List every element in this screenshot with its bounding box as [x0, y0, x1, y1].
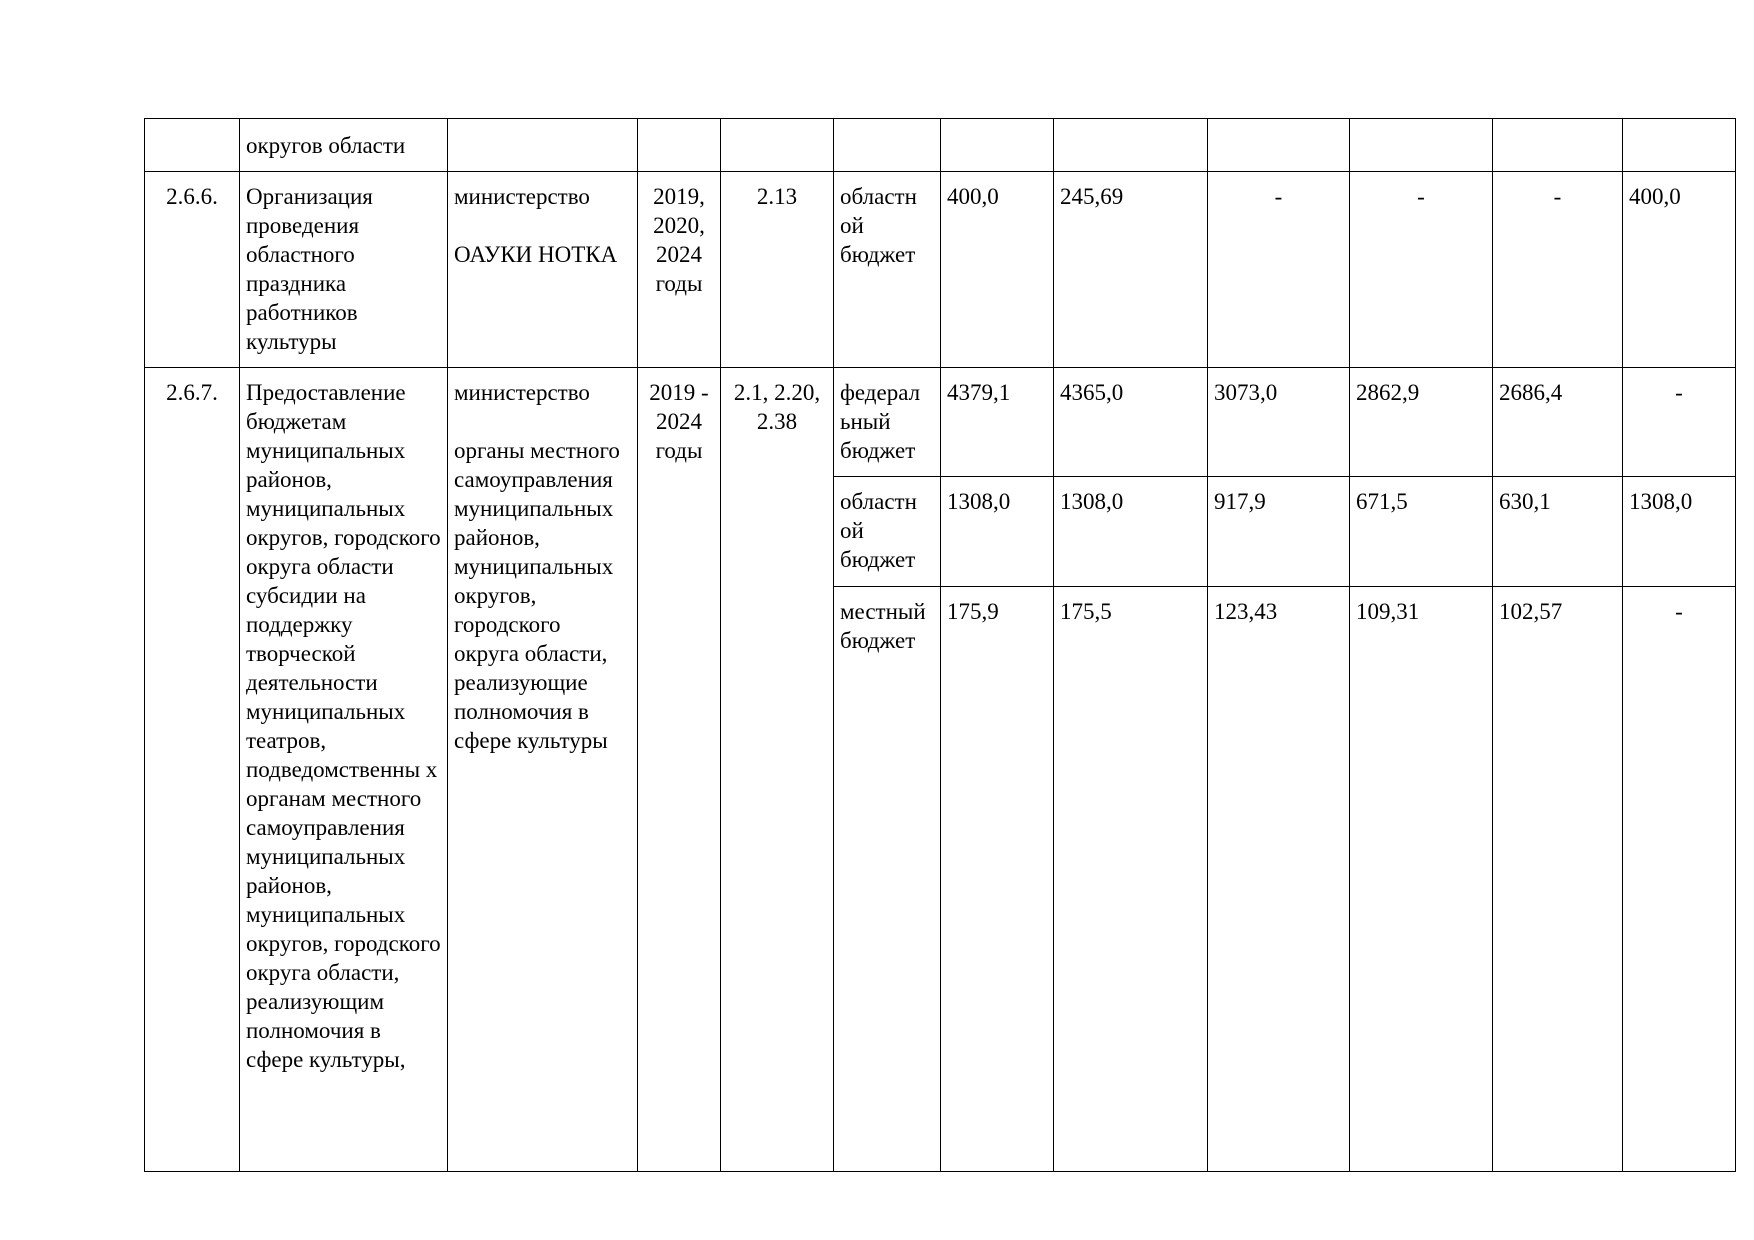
cell-value: 2686,4: [1493, 368, 1623, 477]
cell-value: 1308,0: [941, 477, 1054, 587]
cell-value: [1623, 119, 1736, 172]
cell-num: 2.6.7.: [145, 368, 240, 1172]
cell-value: [1350, 119, 1493, 172]
cell-value: 245,69: [1054, 172, 1208, 368]
cell-source: местный бюджет: [834, 587, 941, 1172]
cell-value: 630,1: [1493, 477, 1623, 587]
cell-name: округов области: [240, 119, 448, 172]
cell-value: 917,9: [1208, 477, 1350, 587]
cell-value: 175,9: [941, 587, 1054, 1172]
cell-value: 109,31: [1350, 587, 1493, 1172]
cell-source: [834, 119, 941, 172]
cell-name: Предоставление бюджетам муниципальных районов, муниципальных округов, городского округа области субсидии на поддержку творческой деятельности муниципальных театров, подведомственны х органам местного самоуправления муниципальных районов, муниципальных округов, городского округа области, реализующим полномочия в сфере культуры,: [240, 368, 448, 1172]
table-row-continuation: [145, 119, 1736, 172]
cell-value: 1308,0: [1054, 477, 1208, 587]
cell-name: Организация проведения областного праздника работников культуры: [240, 172, 448, 368]
cell-value: 175,5: [1054, 587, 1208, 1172]
cell-value: -: [1623, 587, 1736, 1172]
table-row-2-6-6: [145, 172, 1736, 368]
cell-value: [941, 119, 1054, 172]
cell-value: 3073,0: [1208, 368, 1350, 477]
table-row-2-6-7: [145, 368, 1736, 477]
cell-indicators: 2.1, 2.20, 2.38: [721, 368, 834, 1172]
cell-executors: министерство органы местного самоуправления муниципальных районов, муниципальных округов, городского округа области, реализующие полномочия в сфере культуры: [448, 368, 638, 1172]
cell-value: -: [1493, 172, 1623, 368]
cell-value: -: [1208, 172, 1350, 368]
cell-num: [145, 119, 240, 172]
cell-value: 123,43: [1208, 587, 1350, 1172]
cell-value: 2862,9: [1350, 368, 1493, 477]
cell-period: [638, 119, 721, 172]
cell-source: федерал ьный бюджет: [834, 368, 941, 477]
cell-period: 2019 - 2024 годы: [638, 368, 721, 1172]
cell-value: [1493, 119, 1623, 172]
cell-value: 4379,1: [941, 368, 1054, 477]
cell-indicators: [721, 119, 834, 172]
cell-value: 102,57: [1493, 587, 1623, 1172]
cell-value: 400,0: [1623, 172, 1736, 368]
cell-indicators: 2.13: [721, 172, 834, 368]
cell-value: 671,5: [1350, 477, 1493, 587]
cell-period: 2019, 2020, 2024 годы: [638, 172, 721, 368]
cell-executors: министерство ОАУКИ НОТКА: [448, 172, 638, 368]
cell-value: -: [1623, 368, 1736, 477]
cell-executors: [448, 119, 638, 172]
cell-value: [1054, 119, 1208, 172]
cell-value: [1208, 119, 1350, 172]
cell-value: 400,0: [941, 172, 1054, 368]
cell-value: -: [1350, 172, 1493, 368]
cell-value: 1308,0: [1623, 477, 1736, 587]
cell-source: областн ой бюджет: [834, 172, 941, 368]
program-table: [144, 118, 1736, 1172]
cell-value: 4365,0: [1054, 368, 1208, 477]
cell-num: 2.6.6.: [145, 172, 240, 368]
cell-source: областн ой бюджет: [834, 477, 941, 587]
